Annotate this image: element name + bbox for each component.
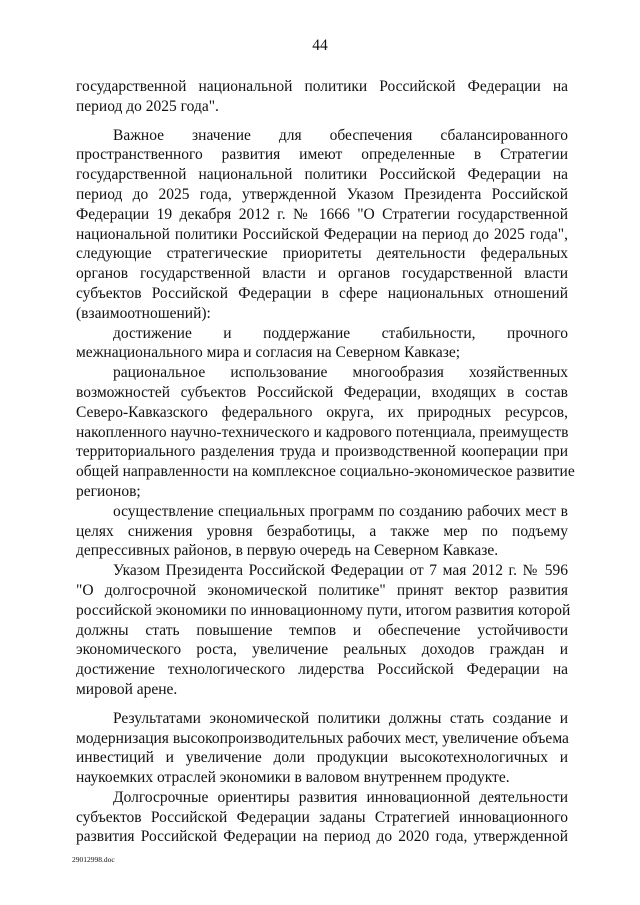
paragraph: [76, 709, 568, 788]
text-line: мировой арене.: [76, 680, 178, 698]
text-line: достижение технологического лидерства Российской Федерации на: [76, 661, 568, 679]
text-line: целях снижения уровня безработицы, а также мер по подъему: [76, 522, 568, 540]
text-line: достижение и поддержание стабильности, прочного: [113, 324, 568, 342]
text-line: депрессивных районов, в первую очередь на Северном Кавказе.: [76, 542, 499, 560]
paragraph: [76, 561, 571, 700]
text-line: инвестиций и увеличение доли продукции высокотехнологичных и: [76, 749, 568, 767]
text-line: экономического роста, увеличение реальных доходов граждан и: [76, 641, 568, 659]
text-line: субъектов Российской Федерации заданы Стратегией инновационного: [76, 808, 568, 826]
text-line: территориального разделения труда и производственной кооперации при: [76, 443, 568, 461]
text-line: модернизация высокопроизводительных рабочих мест, увеличение объема: [76, 729, 569, 747]
text-line: "О долгосрочной экономической политике" принят вектор развития: [76, 581, 568, 599]
document-file-code: 29012998.doc: [72, 855, 115, 864]
text-line: Северо-Кавказского федерального округа, их природных ресурсов,: [76, 403, 568, 421]
text-line: Важное значение для обеспечения сбалансированного: [113, 126, 568, 144]
paragraph: [76, 502, 568, 561]
text-line: осуществление специальных программ по созданию рабочих мест в: [113, 502, 568, 520]
text-line: наукоемких отраслей экономики в валовом внутреннем продукте.: [76, 769, 510, 787]
text-line: пространственного развития имеют определенные в Стратегии: [76, 146, 568, 164]
text-line: рациональное использование многообразия хозяйственных: [113, 364, 568, 382]
paragraph: [76, 363, 575, 502]
text-line: Результатами экономической политики должны стать создание и: [113, 709, 568, 727]
text-line: субъектов Российской Федерации в сфере национальных отношений: [76, 284, 568, 302]
text-line: должны стать повышение темпов и обеспечение устойчивости: [76, 621, 568, 639]
paragraph: [76, 126, 568, 324]
text-line: регионов;: [76, 482, 141, 500]
text-line: органов государственной власти и органов государственной власти: [76, 265, 568, 283]
paragraph: [76, 788, 568, 847]
text-line: период до 2025 года, утвержденной Указом Президента Российской: [76, 185, 568, 203]
text-line: общей направленности на комплексное социально-экономическое развитие: [76, 463, 575, 481]
text-line: период до 2025 года".: [76, 97, 219, 115]
text-line: национальной политики Российской Федерации на период до 2025 года",: [76, 225, 568, 243]
text-line: государственной национальной политики Российской Федерации на: [76, 78, 568, 95]
text-line: Указом Президента Российской Федерации от 7 мая 2012 г. № 596: [113, 562, 568, 580]
document-body: [76, 77, 575, 847]
text-line: накопленного научно-технического и кадрового потенциала, преимуществ: [76, 423, 569, 441]
text-line: межнационального мира и согласия на Северном Кавказе;: [76, 344, 461, 362]
paragraph: [76, 77, 568, 117]
page-number: 44: [312, 37, 328, 54]
text-line: государственной национальной политики Российской Федерации на: [76, 166, 568, 184]
paragraph: [76, 324, 568, 364]
text-line: Федерации 19 декабря 2012 г. № 1666 "О Стратегии государственной: [76, 205, 568, 223]
text-line: следующие стратегические приоритеты деятельности федеральных: [76, 245, 568, 263]
text-line: российской экономики по инновационному пути, итогом развития которой: [76, 601, 571, 619]
text-line: Долгосрочные ориентиры развития инновационной деятельности: [113, 788, 568, 806]
text-line: (взаимоотношений):: [76, 304, 211, 322]
text-line: возможностей субъектов Российской Федерации, входящих в состав: [76, 383, 568, 401]
text-line: развития Российской Федерации на период до 2020 года, утвержденной: [76, 828, 568, 846]
